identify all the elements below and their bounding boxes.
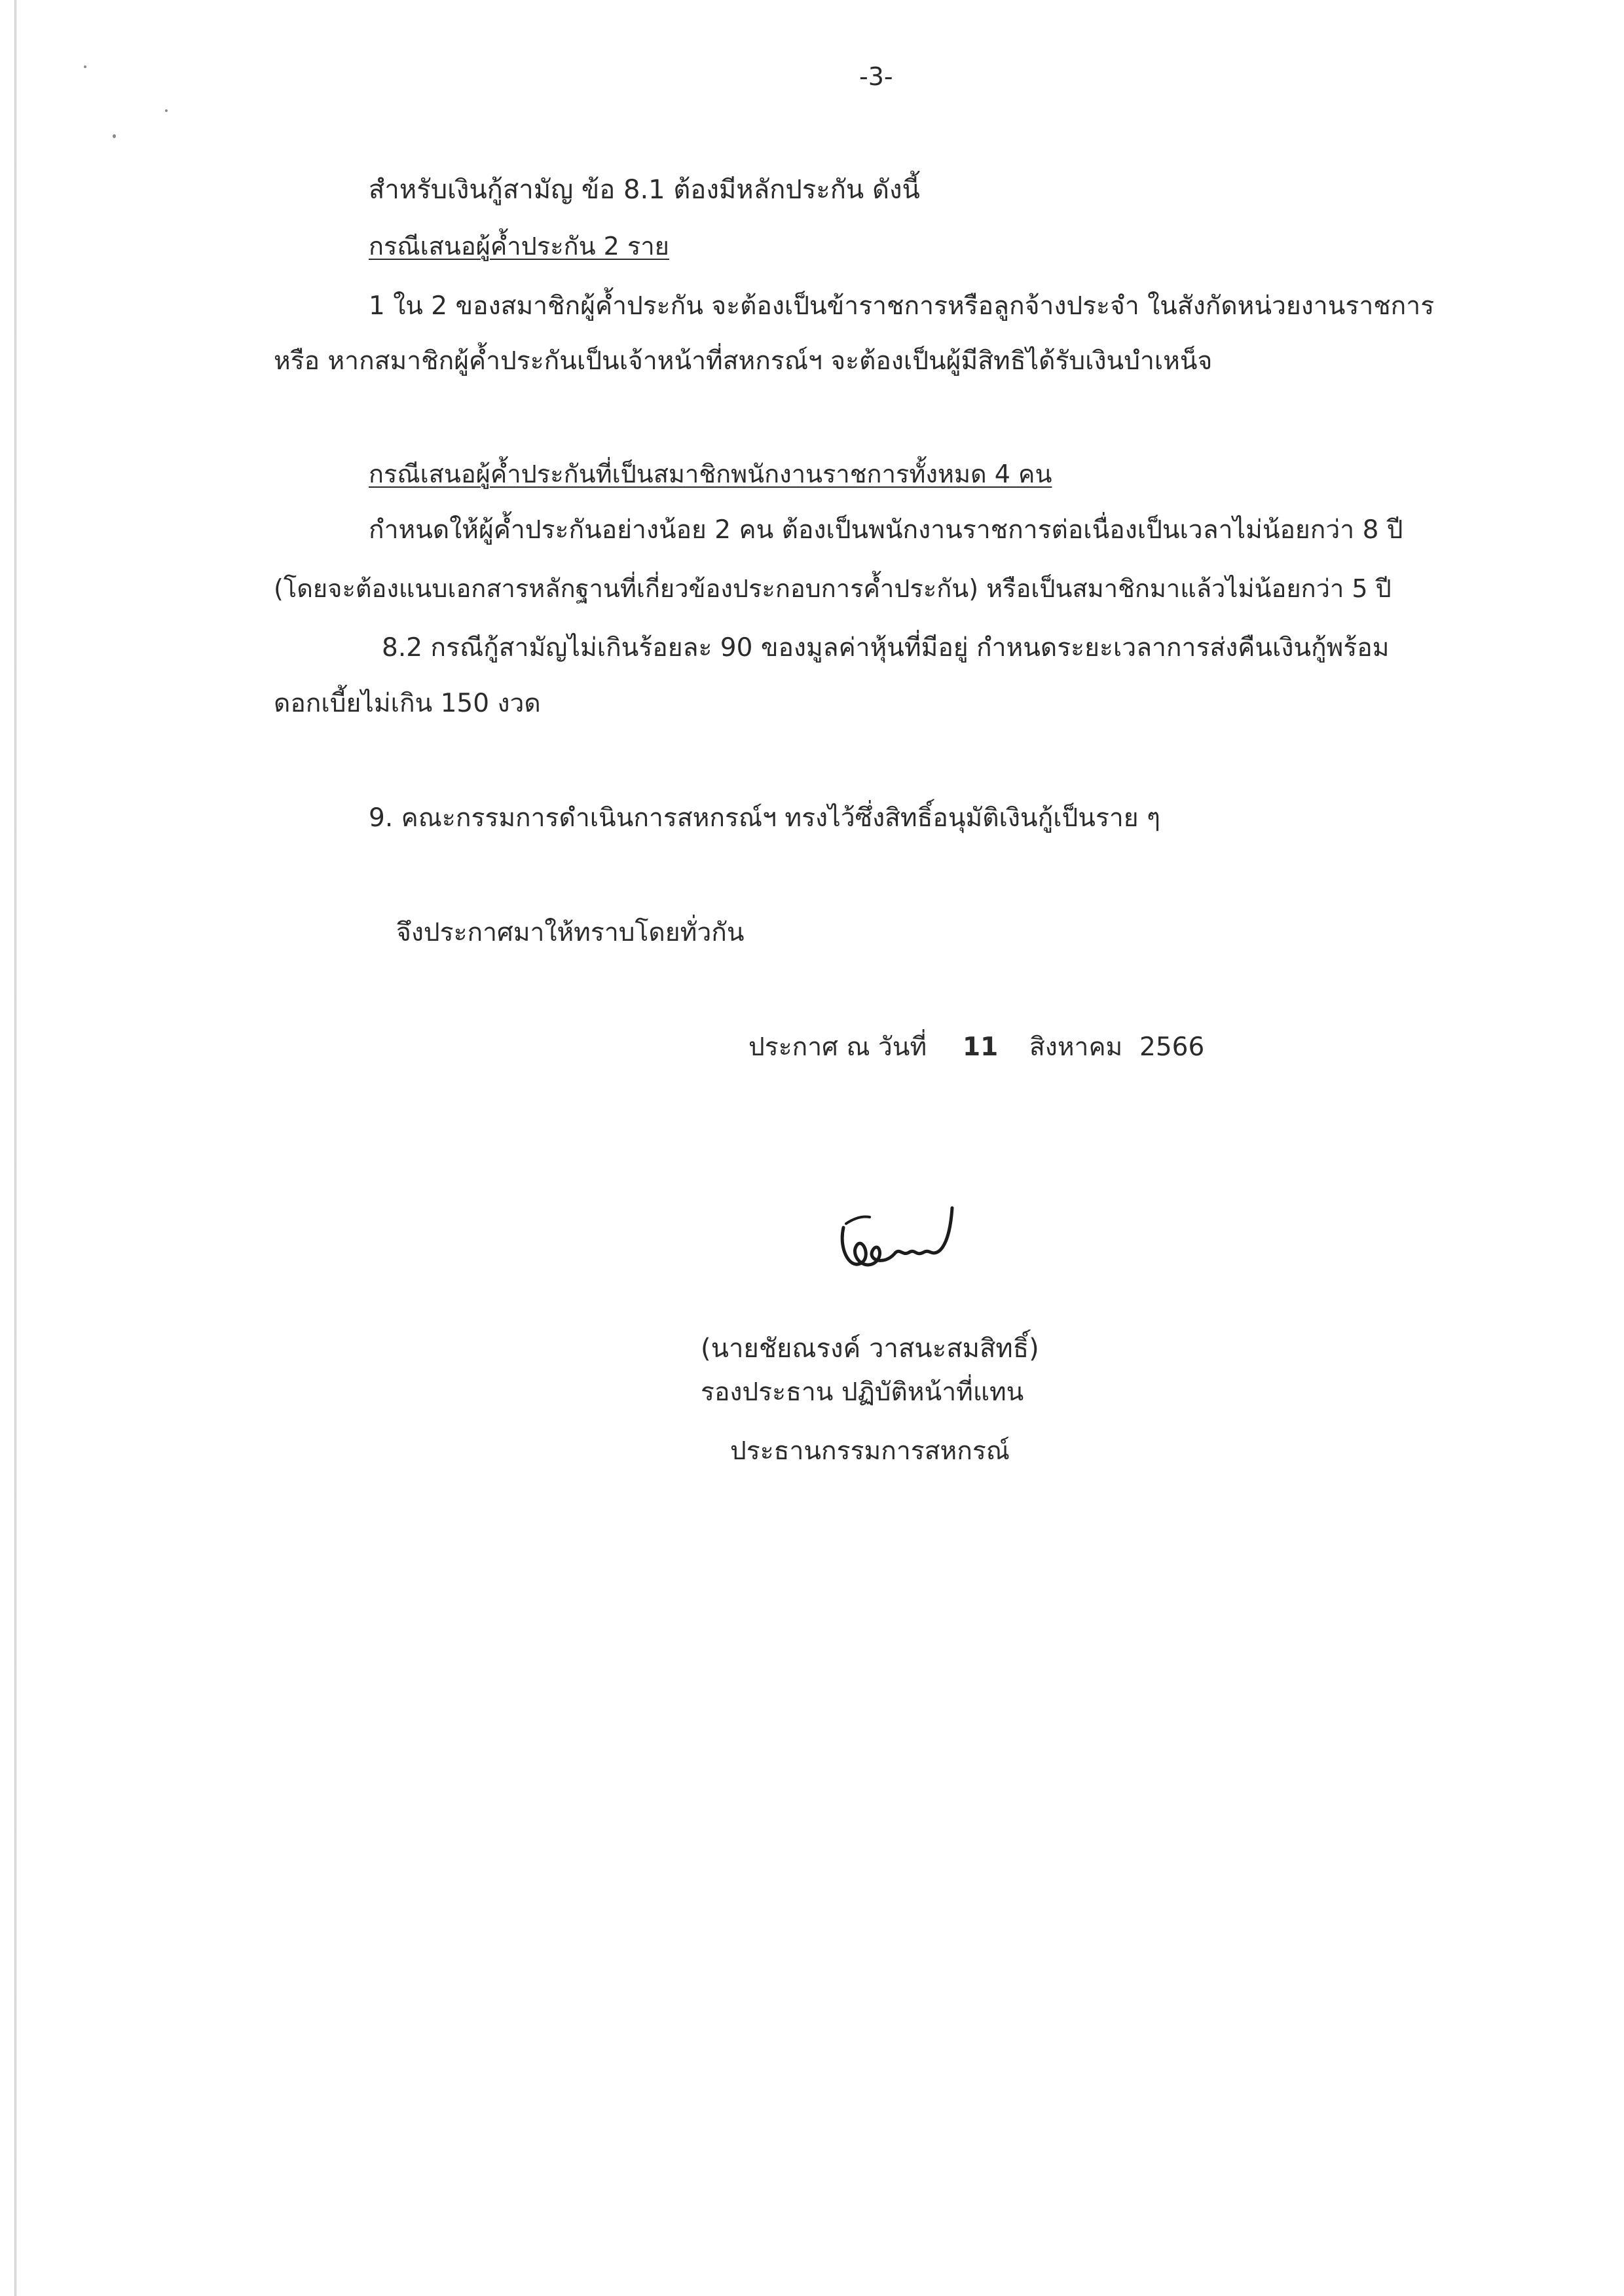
paragraph-line: หรือ หากสมาชิกผู้ค้ำประกันเป็นเจ้าหน้าที่สหกรณ์ฯ จะต้องเป็นผู้มีสิทธิได้รับเงินบำเหน็จ [274, 346, 1213, 376]
scan-speck [113, 134, 116, 138]
scan-edge [14, 0, 17, 2296]
signatory-name: (นายชัยณรงค์ วาสนะสมสิทธิ์) [701, 1334, 1039, 1364]
scan-speck [165, 109, 168, 112]
closing-line: จึงประกาศมาให้ทราบโดยทั่วกัน [396, 918, 745, 947]
paragraph-line: 8.2 กรณีกู้สามัญไม่เกินร้อยละ 90 ของมูลค่าหุ้นที่มีอยู่ กำหนดระยะเวลาการส่งคืนเงินกู้พร้อม [382, 633, 1390, 663]
paragraph-line: 9. คณะกรรมการดำเนินการสหกรณ์ฯ ทรงไว้ซึ่งสิทธิ์อนุมัติเงินกู้เป็นราย ๆ [369, 803, 1160, 833]
announcement-date-label: ประกาศ ณ วันที่ [748, 1032, 927, 1062]
section-heading: กรณีเสนอผู้ค้ำประกัน 2 ราย [369, 232, 669, 261]
announcement-year: 2566 [1139, 1032, 1205, 1062]
paragraph-line: สำหรับเงินกู้สามัญ ข้อ 8.1 ต้องมีหลักประกัน ดังนี้ [369, 175, 920, 205]
paragraph-line: 1 ใน 2 ของสมาชิกผู้ค้ำประกัน จะต้องเป็นข้าราชการหรือลูกจ้างประจำ ในสังกัดหน่วยงานราชการ [369, 291, 1435, 321]
paragraph-line: กำหนดให้ผู้ค้ำประกันอย่างน้อย 2 คน ต้องเป็นพนักงานราชการต่อเนื่องเป็นเวลาไม่น้อยกว่า 8 ปี [369, 515, 1403, 545]
scan-speck [84, 65, 86, 68]
paragraph-line: (โดยจะต้องแนบเอกสารหลักฐานที่เกี่ยวข้องประกอบการค้ำประกัน) หรือเป็นสมาชิกมาแล้วไม่น้อยกว่า 5 ปี [274, 574, 1392, 603]
page-number: -3- [859, 62, 893, 91]
paragraph-line: ดอกเบี้ยไม่เกิน 150 งวด [274, 689, 541, 718]
announcement-day: 11 [963, 1032, 999, 1062]
announcement-month: สิงหาคม [1029, 1032, 1123, 1062]
handwritten-signature [832, 1188, 976, 1286]
signatory-position: รองประธาน ปฏิบัติหน้าที่แทน [701, 1377, 1024, 1407]
signatory-title: ประธานกรรมการสหกรณ์ [730, 1436, 1010, 1466]
section-heading: กรณีเสนอผู้ค้ำประกันที่เป็นสมาชิกพนักงานราชการทั้งหมด 4 คน [369, 460, 1052, 488]
